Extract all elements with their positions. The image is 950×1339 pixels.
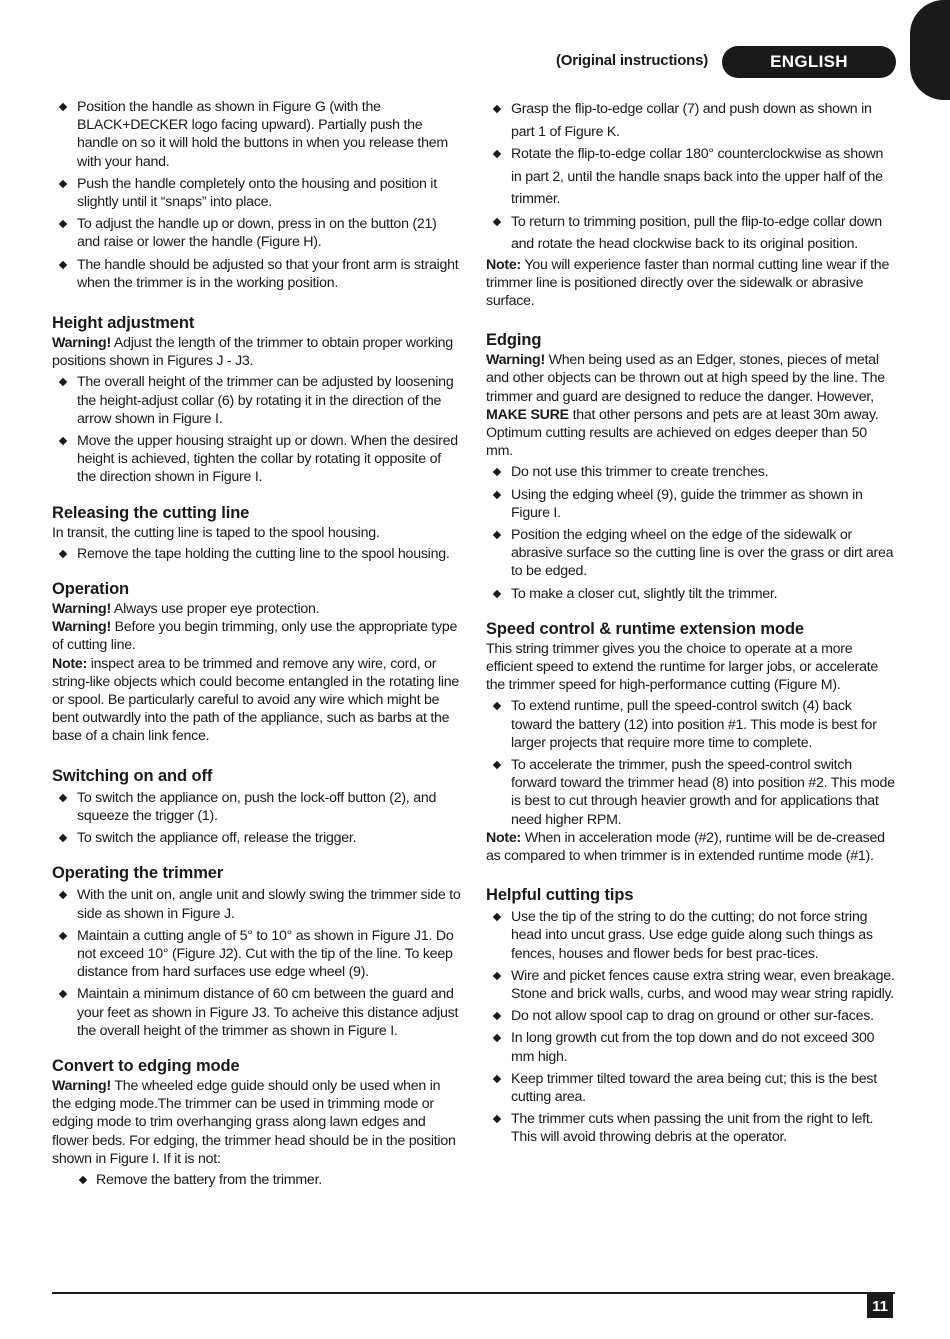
original-instructions-label: (Original instructions) <box>556 52 709 69</box>
operating-bullet-list <box>52 886 462 1040</box>
operation-note <box>52 655 462 746</box>
list-item: Position the handle as shown in Figure G (with the BLACK+DECKER logo facing upward). Partially push the handle on so it will hold the buttons in when you release them with your hand. <box>52 98 462 171</box>
list-item: To switch the appliance off, release the trigger. <box>52 829 462 847</box>
list-item: Push the handle completely onto the housing and position it slightly until it “snaps” into place. <box>52 175 462 211</box>
list-item: Move the upper housing straight up or down. When the desired height is achieved, tighten the collar by rotating it opposite of the direction shown in Figure I. <box>52 432 462 487</box>
speed-note <box>486 829 896 865</box>
list-item: To extend runtime, pull the speed-control switch (4) back toward the battery (12) into position #1. This mode is best for larger projects that require more time to complete. <box>486 697 896 752</box>
warning-text: Always use proper eye protection. <box>110 601 320 618</box>
note-label: Note: <box>486 256 522 273</box>
footer-rule <box>52 1292 895 1294</box>
list-item: Using the edging wheel (9), guide the trimmer as shown in Figure I. <box>486 486 896 522</box>
list-item: To adjust the handle up or down, press in on the button (21) and raise or lower the handle (Figure H). <box>52 215 462 251</box>
warning-text: that other persons and pets are at least 30m away. Optimum cutting results are achieved on edges deeper than 50 mm. <box>486 406 879 460</box>
collar-bullet-list <box>486 98 896 256</box>
releasing-heading: Releasing the cutting line <box>52 503 250 522</box>
convert-bullet-list <box>52 1171 462 1189</box>
height-bullet-list <box>52 373 462 486</box>
switching-heading: Switching on and off <box>52 766 213 785</box>
note-text: You will experience faster than normal cutting line wear if the trimmer line is positioned directly over the sidewalk or abrasive surface. <box>486 256 890 309</box>
list-item: To switch the appliance on, push the lock-off button (2), and squeeze the trigger (1). <box>52 789 462 825</box>
height-warning <box>52 334 462 370</box>
list-item: To return to trimming position, pull the flip-to-edge collar down and rotate the head clockwise back to its original position. <box>486 211 896 256</box>
speed-intro: This string trimmer gives you the choice to operate at a more efficient speed to extend the runtime for larger jobs, or accelerate the trimmer speed for high-performance cutting (Figure M). <box>486 640 879 694</box>
speed-heading: Speed control & runtime extension mode <box>486 619 804 638</box>
warning-text: The wheeled edge guide should only be used when in the edging mode.The trimmer can be used in trimming mode or edging mode to trim overhanging grass along lawn edges and flower beds. For edging, the trimmer head should be in the position shown in Figure I. If it is not: <box>52 1077 456 1167</box>
speed-bullet-list <box>486 697 896 828</box>
language-label: ENGLISH <box>770 52 848 71</box>
note-label: Note: <box>486 829 522 846</box>
height-adjustment-heading: Height adjustment <box>52 314 195 333</box>
list-item: Grasp the flip-to-edge collar (7) and push down as shown in part 1 of Figure K. <box>486 98 896 143</box>
list-item: Remove the battery from the trimmer. <box>52 1171 462 1189</box>
list-item: With the unit on, angle unit and slowly swing the trimmer side to side as shown in Figure J. <box>52 886 462 922</box>
list-item: Maintain a cutting angle of 5° to 10° as shown in Figure J1. Do not exceed 10° (Figure J2). Cut with the tip of the line. To keep distance from hard surfaces use edge wheel (9). <box>52 927 462 982</box>
right-column <box>486 98 896 1151</box>
list-item: The trimmer cuts when passing the unit from the right to left. This will avoid throwing debris at the operator. <box>486 1110 896 1146</box>
corner-tab <box>910 0 950 100</box>
tips-bullet-list <box>486 908 896 1146</box>
list-item: Wire and picket fences cause extra string wear, even breakage. Stone and brick walls, curbs, and wood may wear string rapidly. <box>486 967 896 1003</box>
list-item: Keep trimmer tilted toward the area being cut; this is the best cutting area. <box>486 1070 896 1106</box>
convert-warning <box>52 1077 462 1168</box>
list-item: Use the tip of the string to do the cutting; do not force string head into uncut grass. Use edge guide along such things as fences, houses and flower beds for best prac-tices. <box>486 908 896 963</box>
note-text: inspect area to be trimmed and remove any wire, cord, or string-like objects which could become entangled in the rotating line or spool. Be particularly careful to avoid any wire which might be bent outwardly into the path of the appliance, such as barbs at the base of a chain link fence. <box>52 655 460 745</box>
list-item: Maintain a minimum distance of 60 cm between the guard and your feet as shown in Figure J3. To acheive this distance adjust the overall height of the trimmer as shown in Figure I. <box>52 985 462 1040</box>
list-item: Do not use this trimmer to create trenches. <box>486 463 896 481</box>
releasing-intro: In transit, the cutting line is taped to the spool housing. <box>52 524 380 541</box>
left-column <box>52 98 462 1193</box>
list-item: The overall height of the trimmer can be adjusted by loosening the height-adjust collar (6) by rotating it in the direction of the arrow shown in Figure I. <box>52 373 462 428</box>
warning-label: Warning! <box>52 619 111 636</box>
operating-heading: Operating the trimmer <box>52 864 224 883</box>
switching-bullet-list <box>52 789 462 848</box>
list-item: The handle should be adjusted so that your front arm is straight when the trimmer is in the working position. <box>52 256 462 292</box>
warning-label: Warning! <box>486 352 545 369</box>
list-item: In long growth cut from the top down and do not exceed 300 mm high. <box>486 1029 896 1065</box>
releasing-bullet-list <box>52 545 462 563</box>
warning-label: Warning! <box>52 1077 111 1094</box>
list-item: Remove the tape holding the cutting line to the spool housing. <box>52 545 462 563</box>
list-item: Rotate the flip-to-edge collar 180° counterclockwise as shown in part 2, until the handle snaps back into the upper half of the trimmer. <box>486 143 896 211</box>
operation-warning-1 <box>52 600 462 618</box>
page-number: 11 <box>872 1297 888 1315</box>
note-text: When in acceleration mode (#2), runtime will be de-creased as compared to when trimmer is in extended runtime mode (#1). <box>486 829 885 864</box>
handle-bullet-list <box>52 98 462 292</box>
language-badge <box>722 46 896 78</box>
edging-warning <box>486 351 896 460</box>
operation-heading: Operation <box>52 580 130 599</box>
make-sure-emphasis: MAKE SURE <box>486 406 569 423</box>
list-item: Do not allow spool cap to drag on ground or other sur-faces. <box>486 1007 896 1025</box>
note-label: Note: <box>52 655 88 672</box>
warning-label: Warning! <box>52 335 111 352</box>
tips-heading: Helpful cutting tips <box>486 886 634 905</box>
warning-text: Adjust the length of the trimmer to obtain proper working positions shown in Figures J - J3. <box>52 335 453 370</box>
warning-text: Before you begin trimming, only use the appropriate type of cutting line. <box>52 619 458 654</box>
operation-warning-2 <box>52 618 462 654</box>
warning-label: Warning! <box>52 601 111 618</box>
page-number-badge <box>867 1294 893 1318</box>
edging-heading: Edging <box>486 331 542 350</box>
warning-text: When being used as an Edger, stones, pieces of metal and other objects can be thrown out at high speed by the line. The trimmer and guard are designed to reduce the danger. However, <box>486 352 885 405</box>
edging-bullet-list <box>486 463 896 602</box>
convert-heading: Convert to edging mode <box>52 1056 240 1075</box>
list-item: To accelerate the trimmer, push the speed-control switch forward toward the trimmer head (8) into position #2. This mode is best to cut through heavier growth and for applications that need higher RPM. <box>486 756 896 829</box>
collar-note <box>486 256 896 311</box>
list-item: Position the edging wheel on the edge of the sidewalk or abrasive surface so the cutting line is over the grass or dirt area to be edged. <box>486 526 896 581</box>
list-item: To make a closer cut, slightly tilt the trimmer. <box>486 585 896 603</box>
